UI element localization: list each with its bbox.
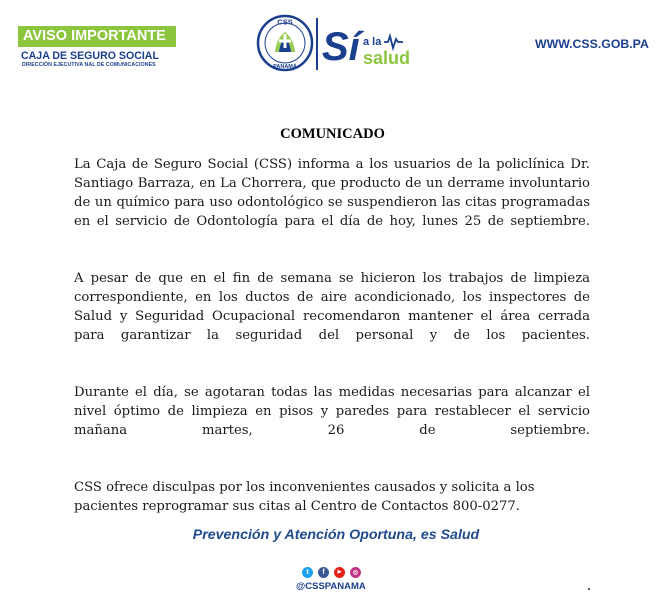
social-handle[interactable]: @CSSPANAMA [296,581,366,592]
aviso-importante-block [18,26,176,69]
logo-salud-text: salud [363,48,411,68]
paragraph-1: La Caja de Seguro Social (CSS) informa a los usuarios de la policlínica Dr. Santiago Barraza, en La Chorrera, que producto de un derrame involuntario de un químico para uso odontológico se suspendieron las citas programadas en el servicio de Odontología para el día de hoy, lunes 25 de septiembre. [74,157,590,229]
paragraph-2: A pesar de que en el fin de semana se hicieron los trabajos de limpieza correspondiente, en los ductos de aire acondicionado, los inspectores de Salud y Seguridad Ocupacional recomendaron mantener el área cerrada para garantizar la seguridad del personal y de los pacientes. [74,271,590,343]
paragraph-4: CSS ofrece disculpas por los inconvenientes causados y solicita a los pacientes reprogramar sus citas al Centro de Contactos 800-0277. [74,480,535,514]
document-heading: COMUNICADO [280,126,385,142]
slogan: Prevención y Atención Oportuna, es Salud [192,527,480,543]
aviso-dept: DIRECCIÓN EJECUTIVA NAL DE COMUNICACIONES [22,62,156,68]
paragraph-3: Durante el día, se agotaran todas las medidas necesarias para alcanzar el nivel óptimo de limpieza en pisos y paredes para restablecer el servicio mañana martes, 26 de septiembre. [74,385,590,438]
logo-si-text: Sí [322,25,360,69]
facebook-icon[interactable]: f [318,567,329,578]
css-logo [256,12,416,74]
youtube-icon[interactable]: ▶ [334,567,345,578]
twitter-icon[interactable]: t [302,567,313,578]
logo-ala-text: a la [363,36,382,48]
website-link[interactable]: WWW.CSS.GOB.PA [535,37,649,51]
document-body [74,155,590,535]
stray-dot [588,588,590,590]
aviso-title: AVISO IMPORTANTE [18,26,176,47]
logo-top-text: CSS [277,17,293,27]
aviso-org: CAJA DE SEGURO SOCIAL [21,50,159,62]
logo-bottom-text: PANAMÁ [273,64,297,70]
css-seal-logo [256,12,416,74]
social-icons [302,567,361,578]
instagram-icon[interactable]: ◎ [350,567,361,578]
